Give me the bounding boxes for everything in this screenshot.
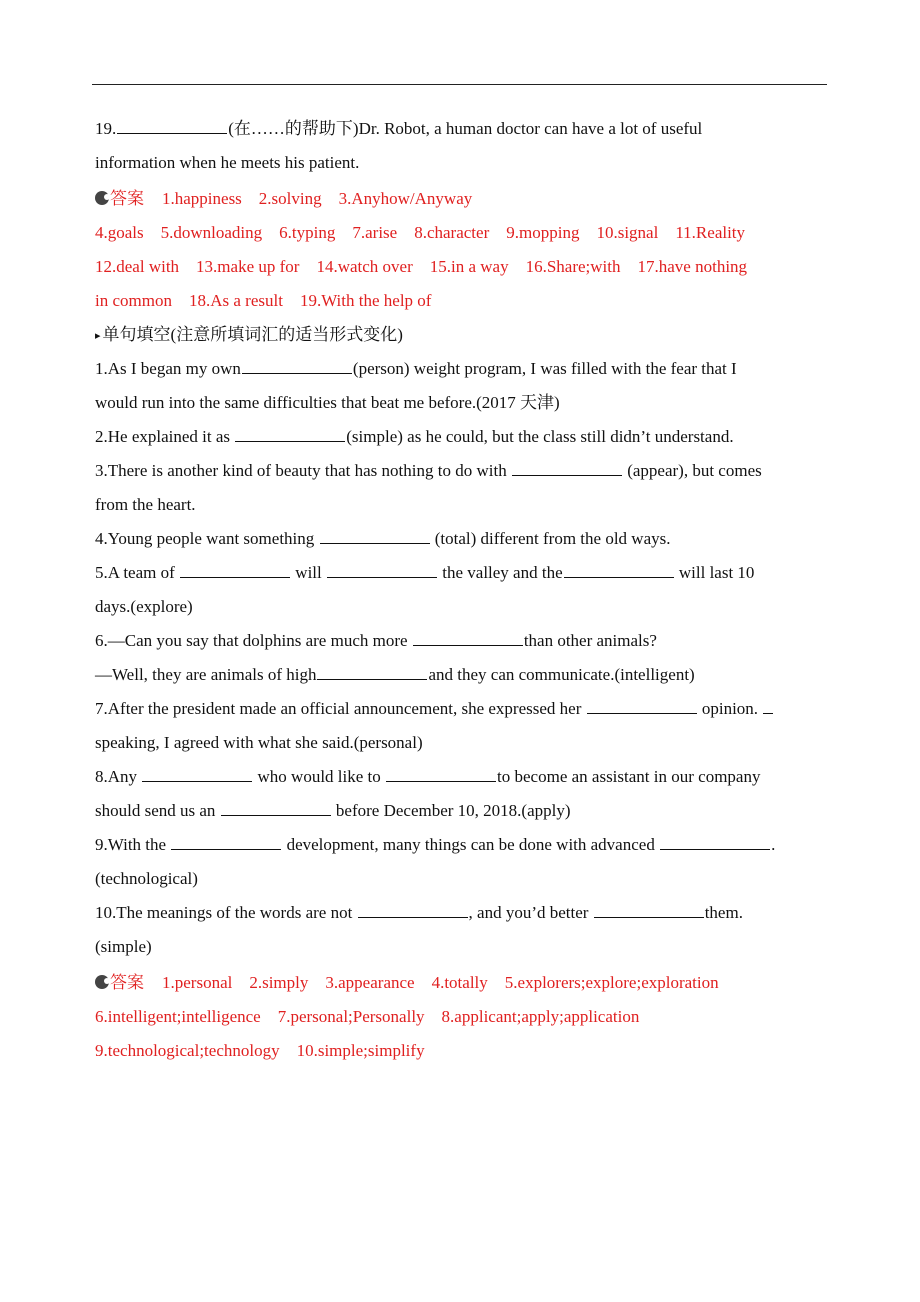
q10-text: (simple) <box>95 937 152 956</box>
q3-text: from the heart. <box>95 495 196 514</box>
q9-text: (technological) <box>95 869 198 888</box>
q19-text-cont: information when he meets his patient. <box>95 153 360 172</box>
answer-item: 9.technological;technology <box>95 1041 280 1060</box>
q8-line2 <box>95 794 830 828</box>
q8-text: 8.Any <box>95 767 142 786</box>
answer-item: 8.applicant;apply;application <box>441 1007 640 1026</box>
answer-item: 4.goals <box>95 223 144 242</box>
answer-blank[interactable] <box>587 712 697 714</box>
answer-icon <box>95 975 109 989</box>
answer-blank[interactable] <box>171 848 281 850</box>
answer-item: 2.simply <box>249 973 309 992</box>
answers2-line2 <box>95 1000 830 1034</box>
q19-text: Dr. Robot, a human doctor can have a lot of useful <box>358 119 703 138</box>
answers1-line2 <box>95 216 830 250</box>
q5-line2 <box>95 590 830 624</box>
answer-label: 答案 <box>110 189 144 208</box>
answer-blank[interactable] <box>235 440 345 442</box>
q19-line2 <box>95 146 830 180</box>
answer-item: 3.Anyhow/Anyway <box>338 189 473 208</box>
q7-line1 <box>95 692 830 726</box>
answer-item: 15.in a way <box>429 257 509 276</box>
triangle-bullet-icon: ▸ <box>95 330 101 342</box>
q5-text: will <box>291 563 326 582</box>
answer-item: 5.explorers;explore;exploration <box>504 973 719 992</box>
q9-line1 <box>95 828 830 862</box>
q6-text: than other animals? <box>523 631 657 650</box>
answer-blank[interactable] <box>594 916 704 918</box>
q1-text: would run into the same difficulties that beat me before.(2017 天津) <box>95 393 560 412</box>
q5-text: will last 10 <box>674 563 755 582</box>
answer-blank[interactable] <box>512 474 622 476</box>
q19-line1 <box>95 112 830 146</box>
answers1-line1 <box>95 182 830 216</box>
answer-item: 10.signal <box>596 223 659 242</box>
answers1-line4 <box>95 284 830 318</box>
answer-item: 4.totally <box>431 973 488 992</box>
q10-text: them. <box>704 903 743 922</box>
answer-blank[interactable] <box>564 576 674 578</box>
q9-text: 9.With the <box>95 835 171 854</box>
answer-blank[interactable] <box>386 780 496 782</box>
q7-text: opinion. <box>697 699 763 718</box>
answer-item: 17.have nothing <box>637 257 748 276</box>
q5-text: days.(explore) <box>95 597 193 616</box>
q3-text: 3.There is another kind of beauty that has nothing to do with <box>95 461 511 480</box>
q3-line1 <box>95 454 830 488</box>
q2-line1 <box>95 420 830 454</box>
answer-blank[interactable] <box>413 644 523 646</box>
q19-number: 19. <box>95 119 117 138</box>
answer-blank[interactable] <box>763 712 773 714</box>
answer-item: 13.make up for <box>196 257 300 276</box>
answer-blank[interactable] <box>180 576 290 578</box>
answer-item: 8.character <box>414 223 490 242</box>
q8-text: should send us an <box>95 801 220 820</box>
q10-line1 <box>95 896 830 930</box>
answer-item: 6.intelligent;intelligence <box>95 1007 261 1026</box>
answer-item: 14.watch over <box>316 257 413 276</box>
answer-item: 1.happiness <box>162 189 242 208</box>
q4-text: (total) different from the old ways. <box>430 529 671 548</box>
answer-item: 16.Share;with <box>525 257 621 276</box>
q1-text: (person) weight program, I was filled with the fear that I <box>352 359 737 378</box>
q9-text: . <box>771 835 776 854</box>
section-heading <box>95 318 830 352</box>
q6-line1 <box>95 624 830 658</box>
q6-text: —Well, they are animals of high <box>95 665 317 684</box>
q10-text: 10.The meanings of the words are not <box>95 903 357 922</box>
answer-item: 12.deal with <box>95 257 180 276</box>
answer-blank[interactable] <box>142 780 252 782</box>
answer-icon <box>95 191 109 205</box>
q4-text: 4.Young people want something <box>95 529 319 548</box>
q3-text: (appear), but comes <box>622 461 762 480</box>
answer-item: 1.personal <box>162 973 233 992</box>
answer-item: 18.As a result <box>188 291 283 310</box>
section-title: 单句填空(注意所填词汇的适当形式变化) <box>102 325 403 344</box>
answer-blank[interactable] <box>320 542 430 544</box>
q19-hint: (在……的帮助下) <box>228 119 359 138</box>
q8-text: who would like to <box>253 767 386 786</box>
q10-line2 <box>95 930 830 964</box>
q6-text: 6.—Can you say that dolphins are much more <box>95 631 412 650</box>
answer-blank[interactable] <box>117 132 227 134</box>
answer-item: 19.With the help of <box>299 291 432 310</box>
q4-line1 <box>95 522 830 556</box>
q2-text: 2.He explained it as <box>95 427 235 446</box>
q8-line1 <box>95 760 830 794</box>
answers1-line3 <box>95 250 830 284</box>
q1-line2 <box>95 386 830 420</box>
q5-line1 <box>95 556 830 590</box>
answer-label: 答案 <box>110 973 144 992</box>
q6-line2 <box>95 658 830 692</box>
answer-item: 3.appearance <box>325 973 415 992</box>
answer-blank[interactable] <box>327 576 437 578</box>
answer-blank[interactable] <box>660 848 770 850</box>
q9-line2 <box>95 862 830 896</box>
q7-text: 7.After the president made an official announcement, she expressed her <box>95 699 586 718</box>
answer-item: 6.typing <box>279 223 336 242</box>
answer-blank[interactable] <box>317 678 427 680</box>
q6-text: and they can communicate.(intelligent) <box>428 665 695 684</box>
answer-blank[interactable] <box>242 372 352 374</box>
q3-line2 <box>95 488 830 522</box>
q8-text: to become an assistant in our company <box>497 767 761 786</box>
q1-line1 <box>95 352 830 386</box>
q1-text: 1.As I began my own <box>95 359 241 378</box>
q2-text: (simple) as he could, but the class still didn’t understand. <box>346 427 734 446</box>
q9-text: development, many things can be done with advanced <box>282 835 660 854</box>
answer-item: 10.simple;simplify <box>296 1041 425 1060</box>
answer-item: 2.solving <box>258 189 322 208</box>
answer-item: 9.mopping <box>506 223 580 242</box>
q8-text: before December 10, 2018.(apply) <box>331 801 571 820</box>
answers2-line1 <box>95 966 830 1000</box>
q5-text: the valley and the <box>438 563 563 582</box>
q10-text: , and you’d better <box>468 903 593 922</box>
answer-item: 7.personal;Personally <box>277 1007 425 1026</box>
answer-blank[interactable] <box>358 916 468 918</box>
answer-item: 5.downloading <box>160 223 263 242</box>
answer-blank[interactable] <box>221 814 331 816</box>
document-body <box>95 112 830 1068</box>
q5-text: 5.A team of <box>95 563 180 582</box>
header-rule <box>92 84 827 85</box>
answer-item: in common <box>95 291 172 310</box>
answer-item: 11.Reality <box>675 223 746 242</box>
q7-text: speaking, I agreed with what she said.(personal) <box>95 733 423 752</box>
answer-item: 7.arise <box>352 223 398 242</box>
q7-line2 <box>95 726 830 760</box>
answers2-line3 <box>95 1034 830 1068</box>
